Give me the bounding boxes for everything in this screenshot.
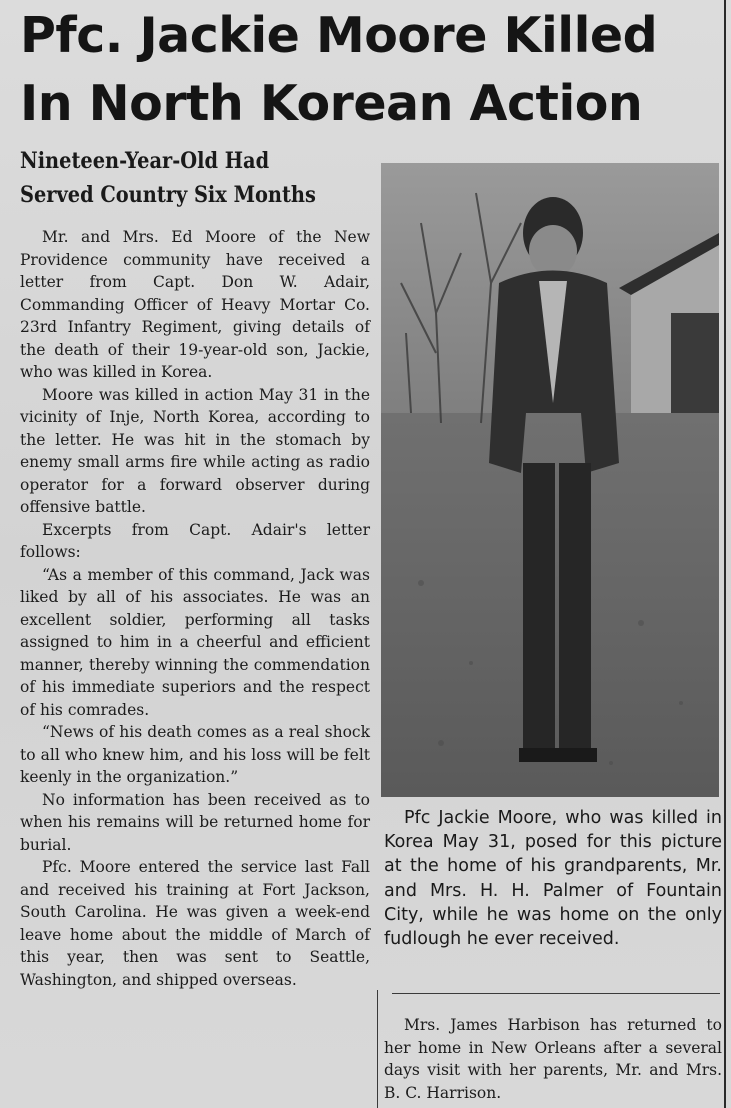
- photo-caption: Pfc Jackie Moore, who was killed in Korea May 31, posed for this picture at the home of his grandparents, Mr. and Mrs. H. H. Palmer of Fountain City, while he was home on the only fudlough he ever received.: [384, 808, 722, 950]
- article-paragraph: Moore was killed in action May 31 in the vicinity of Inje, North Korea, according to the letter. He was hit in the stomach by enemy small arms fire while acting as radio operator for a forward observer during offensive battle.: [20, 385, 370, 516]
- column-border-right: [724, 0, 726, 1108]
- subheadline-line-2: Served Country Six Months: [20, 182, 316, 208]
- headline-line-2: In North Korean Action: [20, 75, 643, 132]
- section-divider: [392, 993, 720, 994]
- article-paragraph: Pfc. Moore entered the service last Fall and received his training at Fort Jackson, South Carolina. He was given a week-end leave home about the middle of March of this year, then was sent to Seattle, Washington, and shipped overseas.: [20, 858, 370, 989]
- soldier-photo: [381, 163, 719, 797]
- article-body: [20, 226, 370, 991]
- column-divider: [377, 990, 378, 1108]
- article-paragraph: Excerpts from Capt. Adair's letter follows:: [20, 520, 370, 561]
- article-paragraph: No information has been received as to when his remains will be returned home for burial.: [20, 790, 370, 854]
- news-brief: Mrs. James Harbison has returned to her home in New Orleans after a several days visit with her parents, Mr. and Mrs. B. C. Harrison.: [384, 1016, 722, 1102]
- subheadline-line-1: Nineteen-Year-Old Had: [20, 148, 270, 174]
- article-paragraph: “News of his death comes as a real shock to all who knew him, and his loss will be felt keenly in the organization.”: [20, 723, 370, 786]
- article-paragraph: Mr. and Mrs. Ed Moore of the New Providence community have received a letter from Capt. Don W. Adair, Commanding Officer of Heavy Mortar Co. 23rd Infantry Regiment, giving details of the death of their 19-year-old son, Jackie, who was killed in Korea.: [20, 228, 370, 381]
- article-paragraph: “As a member of this command, Jack was liked by all of his associates. He was an excellent soldier, performing all tasks assigned to him in a cheerful and efficient manner, thereby winning the commendation of his immediate superiors and the respect of his comrades.: [20, 565, 370, 719]
- headline-line-1: Pfc. Jackie Moore Killed: [20, 7, 658, 64]
